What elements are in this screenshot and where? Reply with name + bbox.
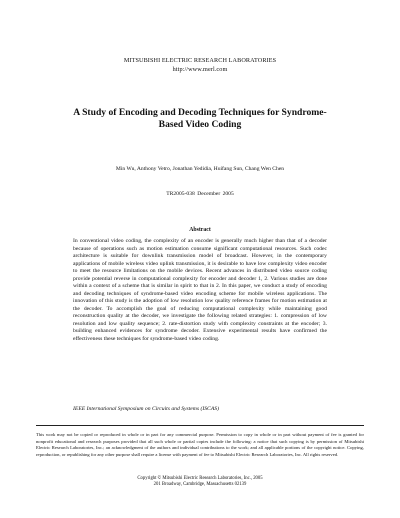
abstract-body — [73, 238, 327, 343]
copyright-footer — [0, 476, 400, 489]
publication-venue: IEEE International Symposium on Circuits and Systems (ISCAS) — [73, 406, 219, 412]
abstract-heading: Abstract — [189, 227, 211, 233]
divider-line — [36, 425, 364, 426]
abstract-text: In conventional video coding, the complexity of an encoder is generally much higher than that of a decoder because of operations such as motion estimation consume significant computational resources. Such codec architecture is suitable for downlink transmission model of broadcast. However, in the contemporary applications of mobile wireless video uplink transmission, it is desirable to have low complexity video encoder to meet the resource limitations on the mobile devices. Recent advances in distributed video source coding provide potential reverse in computational complexity for encoder and decoder 1, 2. Various studies are done within a context of a scheme that is similar in spirit to that in 2. In this paper, we conduct a study of encoding and decoding techniques of syndrome-based video encoding scheme for mobile wireless applications. The innovation of this study is the adoption of low resolution low quality reference frames for motion estimation at the decoder. To accomplish the goal of reducing computational complexity while maintaining good reconstruction quality at the decoder, we investigate the following related strategies: 1. compression of low resolution and low quality sequence; 2. rate-distortion study with complexity constraints at the encoder; 3. building enhanced evidences for syndrome decoder. Extensive experimental results have confirmed the effectiveness these techniques for syndrome-based video coding. — [73, 238, 327, 342]
lab-url[interactable]: http://www.merl.com — [172, 65, 228, 73]
author-list: Min Wu, Anthony Vetro, Jonathan Yedidia, Huifang Sun, Chang Wen Chen — [115, 166, 285, 172]
lab-header — [0, 57, 400, 74]
copyright-notice — [36, 432, 364, 458]
copyright-line: Copyright © Mitsubishi Electric Research Laboratories, Inc., 2005 — [137, 476, 263, 481]
paper-title: A Study of Encoding and Decoding Techniques for Syndrome-Based Video Coding — [73, 107, 327, 131]
report-number: TR2005-038 December 2005 — [166, 191, 234, 197]
address-line: 201 Broadway, Cambridge, Massachusetts 02139 — [153, 482, 247, 488]
notice-text: This work may not be copied or reproduced in whole or in part for any commercial purpose. Permission to copy in whole or in part without payment of fee is granted for nonprofit educational and research purposes provided that all such whole or partial copies include the following: a notice that such copying is by permission of Mitsubishi Electric Research Laboratories, Inc.; an acknowledgment of the authors and individual contributions to the work; and all applicable portions of the copyright notice. Copying, reproduction, or republishing for any other purpose shall require a license with payment of fee to Mitsubishi Electric Research Laboratories, Inc. All rights reserved. — [36, 432, 364, 457]
lab-name: MITSUBISHI ELECTRIC RESEARCH LABORATORIES — [123, 57, 277, 64]
